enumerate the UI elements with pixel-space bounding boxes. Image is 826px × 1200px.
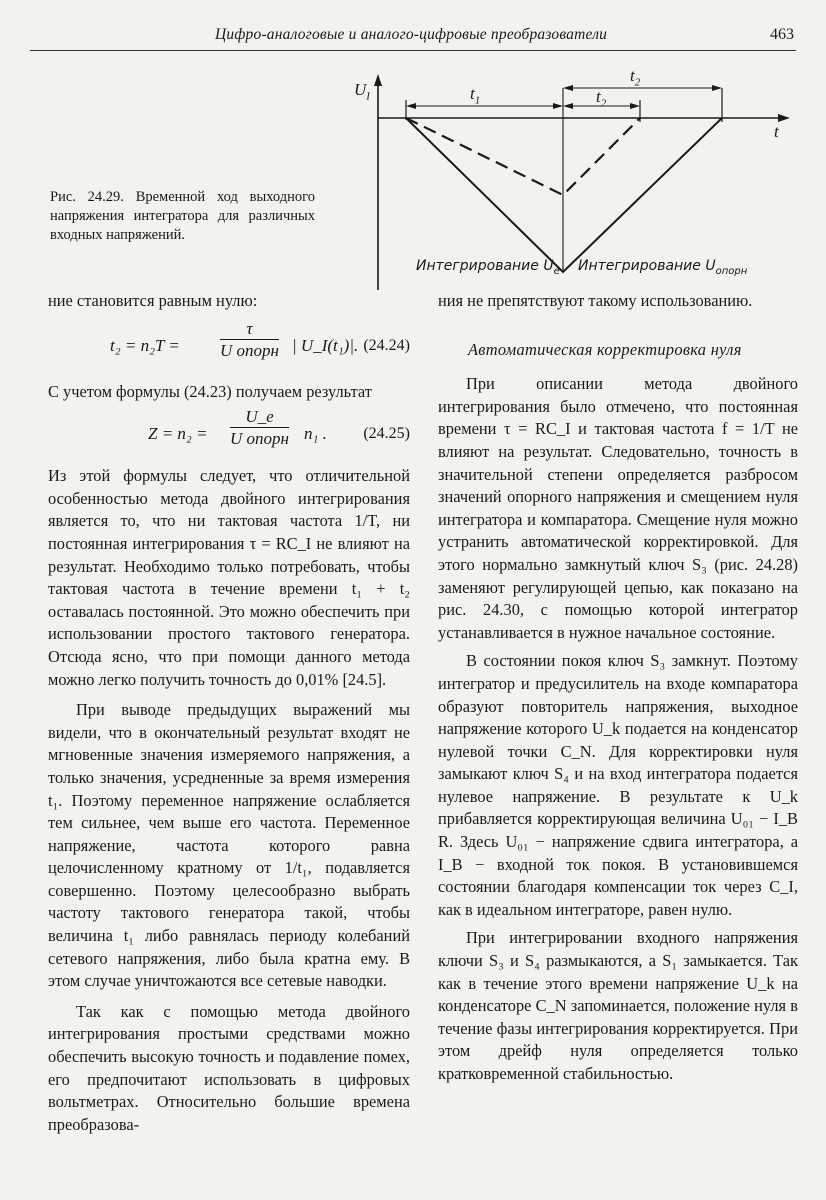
t2-lower-label: $t_2$: [596, 87, 607, 110]
paragraph: ния не препятствуют такому использованию.: [438, 291, 753, 310]
left-column: [48, 290, 410, 1136]
equation-number: (24.25): [363, 425, 410, 443]
paragraph: При описании метода двойного интегрирования было отмечено, что постоянная времени τ = RC_I и тактовая частота f = 1/T не влияют на результат. Следовательно, точность в значительной степени определяется разбросом значений опорного напряжения и смещением нуля интегратора и компаратора. Смещение нуля можно устранить автоматической корректировкой. Для этого нормально замкнутый ключ S₃ (рис. 24.28) заменяют регулирующей цепью, как показано на рис. 24.30, с помощью которой интегратор устанавливается в нужное начальное состояние.: [438, 374, 798, 642]
y-axis-arrow: [374, 74, 382, 86]
running-head: Цифро-аналоговые и аналого-цифровые преобразователи: [215, 26, 608, 43]
integrator-voltage-figure: [330, 60, 800, 300]
integration-uref-label: Интегрирование $U_{опорн}$: [578, 258, 748, 277]
right-column: [438, 290, 798, 1086]
formula-24-24: t₂ = n₂T = τ U опорн | U_I(t₁)|. (24.24): [110, 318, 410, 360]
dashed-integration-curve: [406, 118, 640, 195]
paragraph: С учетом формулы (24.23) получаем результат: [48, 381, 372, 401]
section-title: Автоматическая корректировка нуля: [468, 339, 742, 359]
formula-24-25: Z = n₂ = U_e U опорн n₁ . (24.25): [148, 407, 410, 449]
figure-caption: Рис. 24.29. Временной ход выходного напряжения интегратора для различных входных напряжений.: [50, 189, 315, 243]
integration-ue-label: Интегрирование $U_e$: [416, 258, 560, 277]
t1-label: $t_1$: [470, 84, 481, 107]
paragraph: Из этой формулы следует, что отличительной особенностью метода двойного интегрирования является то, что ни тактовая частота 1/T, ни постоянная интегрирования τ = RC_I не влияют на результат. Необходимо только потребовать, чтобы тактовая частота в течение времени t₁ + t₂ оставалась постоянной. Это можно обеспечить при использовании простого тактового генератора. Отсюда ясно, что при помощи данного метода можно легко получить точность до 0,01% [24.5].: [48, 466, 410, 689]
equation-number: (24.24): [363, 336, 410, 354]
y-axis-label: $U_I$: [354, 80, 370, 103]
t2-upper-label: $t_2$: [630, 66, 641, 89]
page-number: 463: [770, 26, 794, 43]
paragraph: ние становится равным нулю:: [48, 291, 258, 310]
x-axis-arrow: [778, 114, 790, 122]
x-axis-label: t: [774, 122, 779, 141]
paragraph: В состоянии покоя ключ S₃ замкнут. Поэтому интегратор и предусилитель на входе компаратора образуют повторитель напряжения, выходное напряжение которого U_k подается на конденсатор нулевой точки C_N. Для корректировки нуля замыкают ключ S₄ и на вход интегратора подается нулевое напряжение. В результате к U_k прибавляется корректирующая величина U₀₁ − I_B R. Здесь U₀₁ − напряжение сдвига интегратора, а I_B − входной ток покоя. В установившемся состоянии благодаря компенсации ток через C_I, как в идеальном интеграторе, равен нулю.: [438, 651, 798, 919]
paragraph: Так как с помощью метода двойного интегрирования простыми средствами можно обеспечить высокую точность и подавление помех, его предпочитают использовать в цифровых вольтметрах. Относительно большие времена преобразова-: [48, 1001, 410, 1134]
paragraph: При выводе предыдущих выражений мы видели, что в окончательный результат входят не мгновенные значения измеряемого напряжения, а только значения, усредненные за время измерения t₁. Поэтому переменное напряжение ослабляется тем сильнее, чем выше его частота. Переменное напряжение, частота которого равна целочисленному кратному от 1/t₁, подавляется совершенно. Поэтому целесообразно выбрать частоту тактового генератора такой, чтобы величина t₁ либо равнялась периоду колебаний сетевого напряжения, либо была кратна ему. В этом случае уничтожаются все сетевые наводки.: [48, 700, 410, 991]
paragraph: При интегрировании входного напряжения ключи S₃ и S₄ размыкаются, а S₁ замыкается. Так как в течение этого времени напряжение U_k на конденсаторе C_N запоминается, положение нуля в течение фазы интегрирования корректируется. При этом дрейф нуля определяется только кратковременной стабильностью.: [438, 928, 798, 1083]
page-header: [30, 24, 796, 51]
